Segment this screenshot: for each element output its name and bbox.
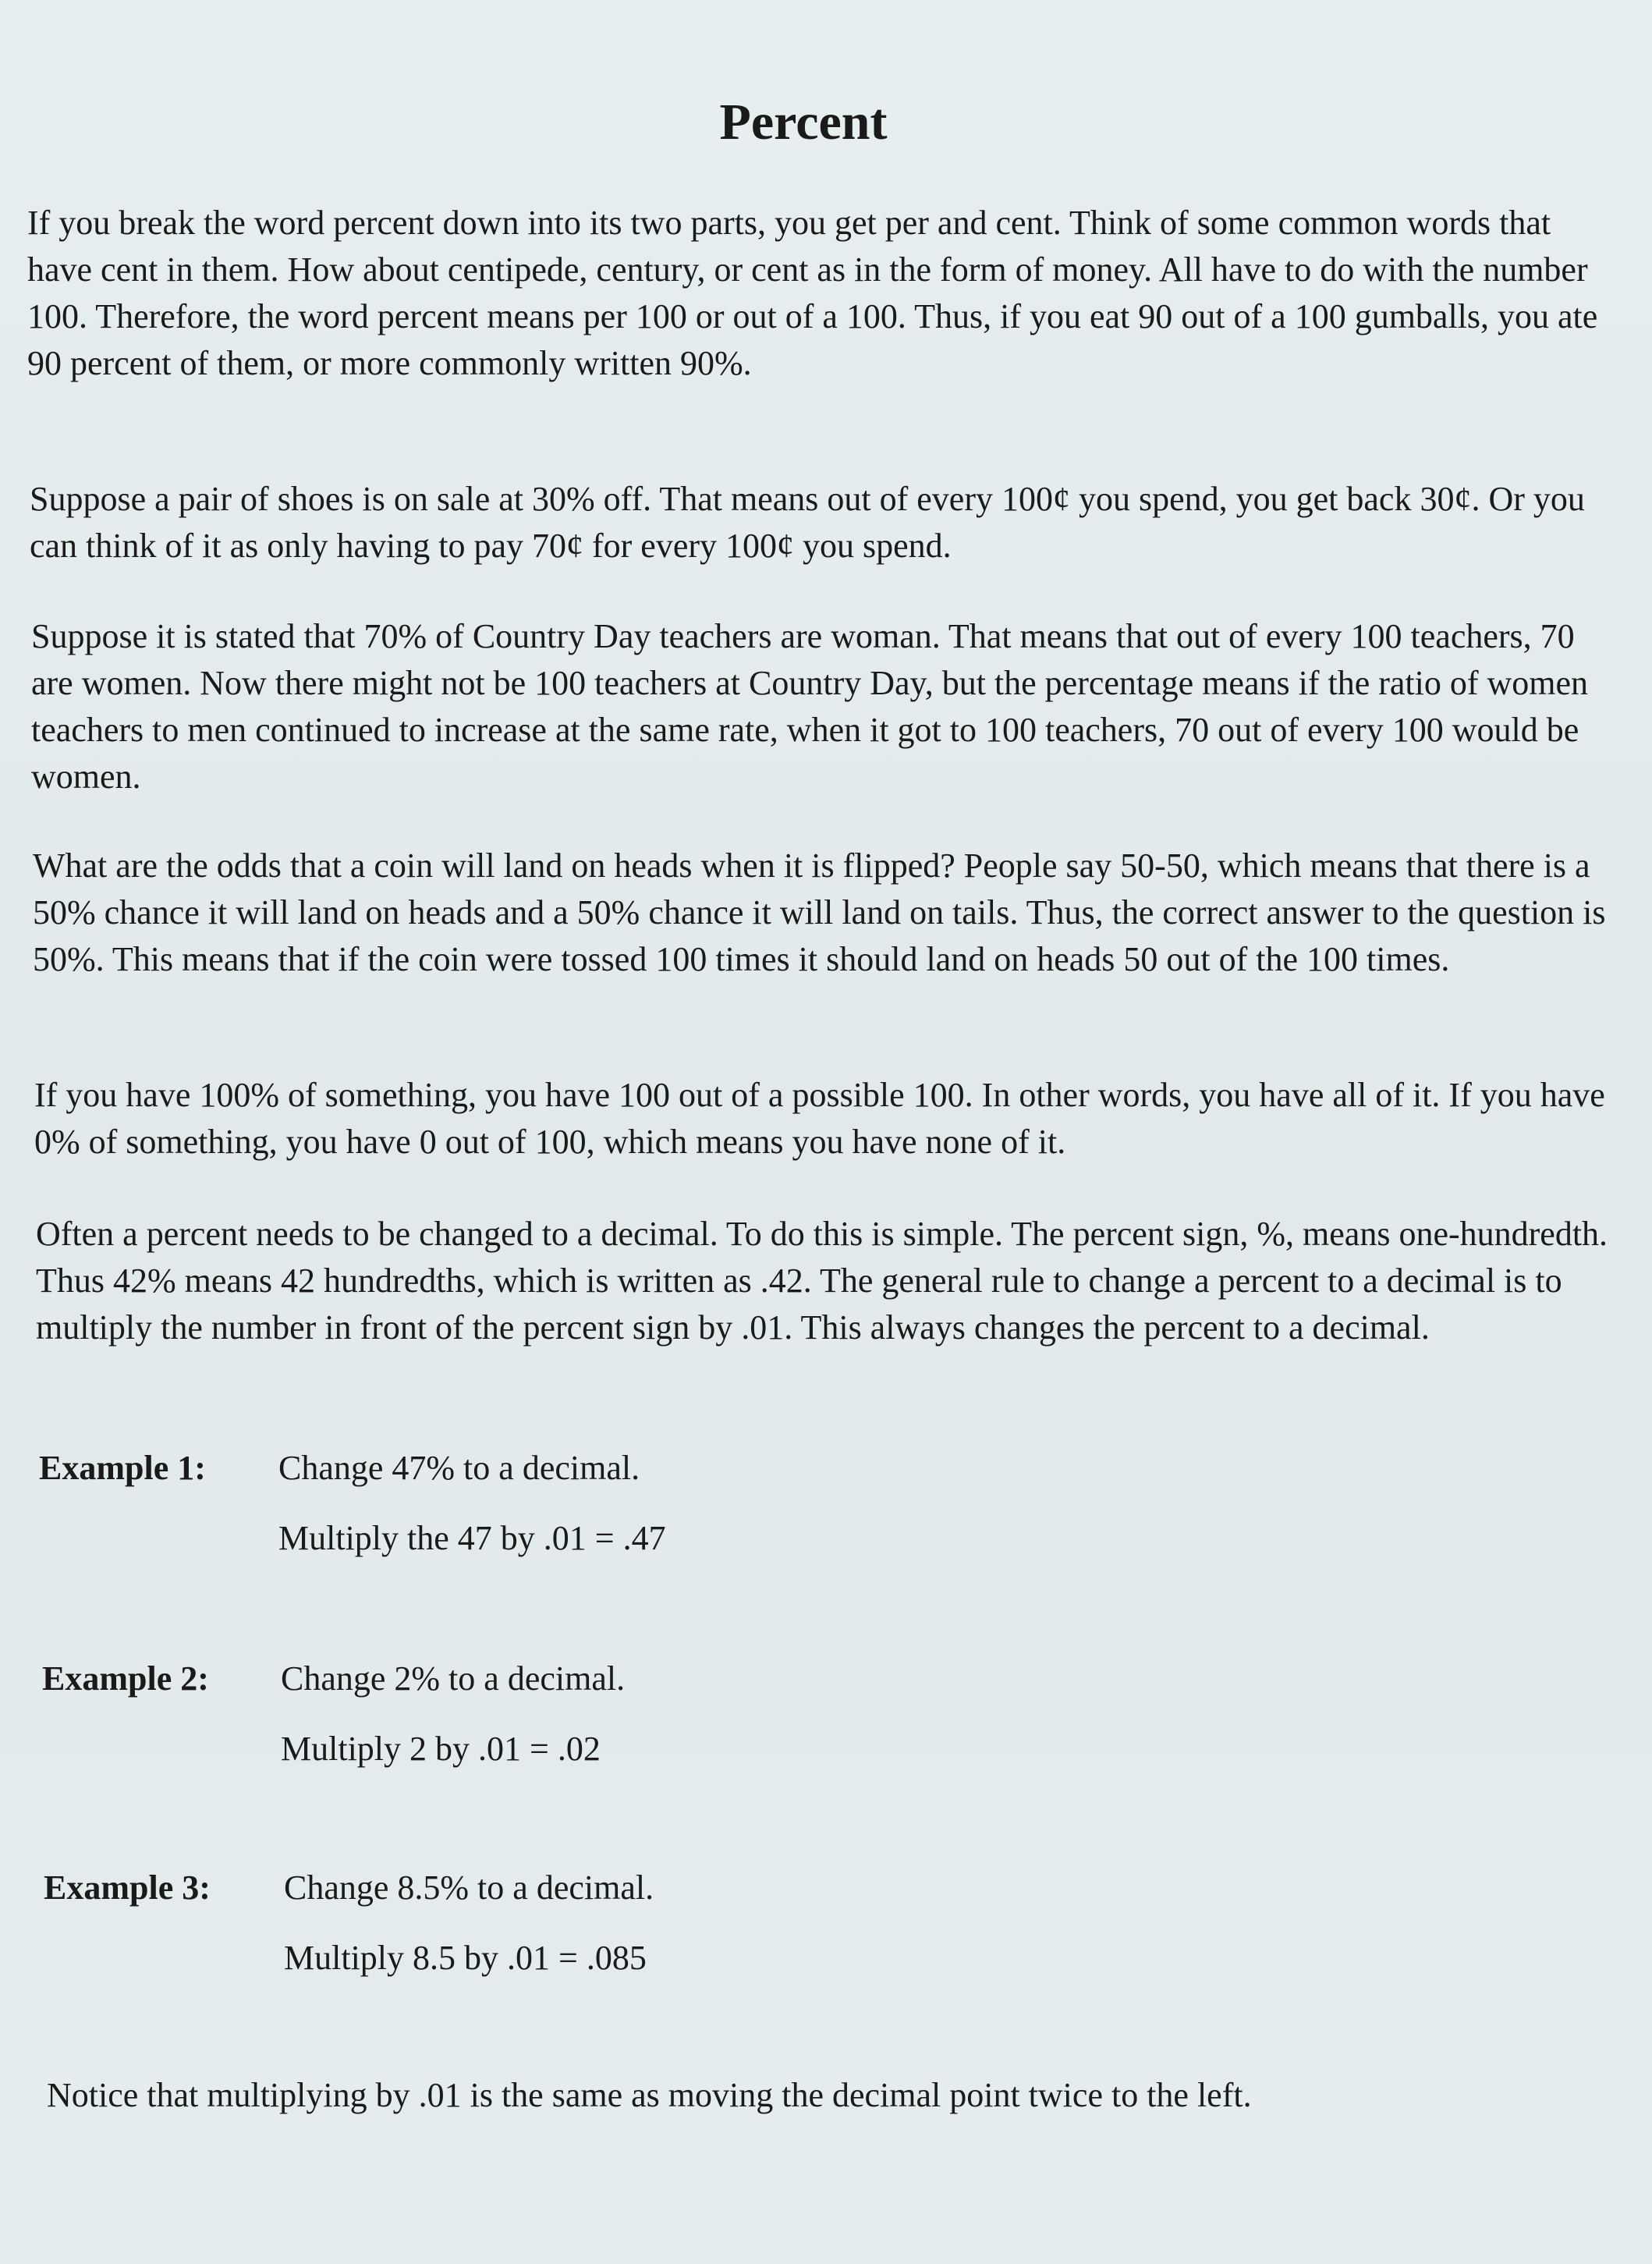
example-problem: Change 47% to a decimal. [278, 1449, 640, 1487]
page-title: Percent [719, 94, 888, 151]
paragraph-percent-definition: If you break the word percent down into its two parts, you get per and cent. Think of some common words that have cent in them. How about centipede, century, or cent as in the form of money. All have to do with the number 100. Therefore, the word percent means per 100 or out of a 100. Thus, if you eat 90 out of a 100 gumballs, you ate 90 percent of them, or more commonly written 90%. [27, 204, 1598, 382]
paragraph-hundred-percent: If you have 100% of something, you have 100 out of a possible 100. In other words, you have all of it. If you have 0% of something, you have 0 out of 100, which means you have none of it. [34, 1076, 1605, 1161]
example-solution: Multiply 2 by .01 = .02 [281, 1730, 601, 1768]
example-solution: Multiply 8.5 by .01 = .085 [284, 1939, 647, 1977]
example-solution: Multiply the 47 by .01 = .47 [278, 1519, 666, 1557]
example-label: Example 3: [44, 1868, 211, 1907]
paragraph-percent-to-decimal: Often a percent needs to be changed to a decimal. To do this is simple. The percent sign, %, means one-hundredth. Thus 42% means 42 hundredths, which is written as .42. The general rule to change a percent to a decimal is to multiply the number in front of the percent sign by .01. This always changes the percent to a decimal. [36, 1215, 1608, 1347]
notice-note: Notice that multiplying by .01 is the same as moving the decimal point twice to the left. [47, 2076, 1252, 2114]
example-problem: Change 2% to a decimal. [281, 1659, 626, 1698]
example-label: Example 2: [42, 1659, 209, 1698]
paragraph-shoes-sale: Suppose a pair of shoes is on sale at 30% off. That means out of every 100¢ you spend, you get back 30¢. Or you can think of it as only having to pay 70¢ for every 100¢ you spend. [30, 480, 1585, 565]
paragraph-coin-flip: What are the odds that a coin will land on heads when it is flipped? People say 50-50, which means that there is a 50% chance it will land on heads and a 50% chance it will land on tails. Thus, the correct answer to the question is 50%. This means that if the coin were tossed 100 times it should land on heads 50 out of the 100 times. [33, 846, 1606, 978]
paragraph-teachers: Suppose it is stated that 70% of Country Day teachers are woman. That means that out of every 100 teachers, 70 are women. Now there might not be 100 teachers at Country Day, but the percentage means if the ratio of women teachers to men continued to increase at the same rate, when it got to 100 teachers, 70 out of every 100 would be women. [31, 617, 1589, 796]
example-problem: Change 8.5% to a decimal. [284, 1868, 654, 1907]
example-label: Example 1: [39, 1449, 206, 1487]
